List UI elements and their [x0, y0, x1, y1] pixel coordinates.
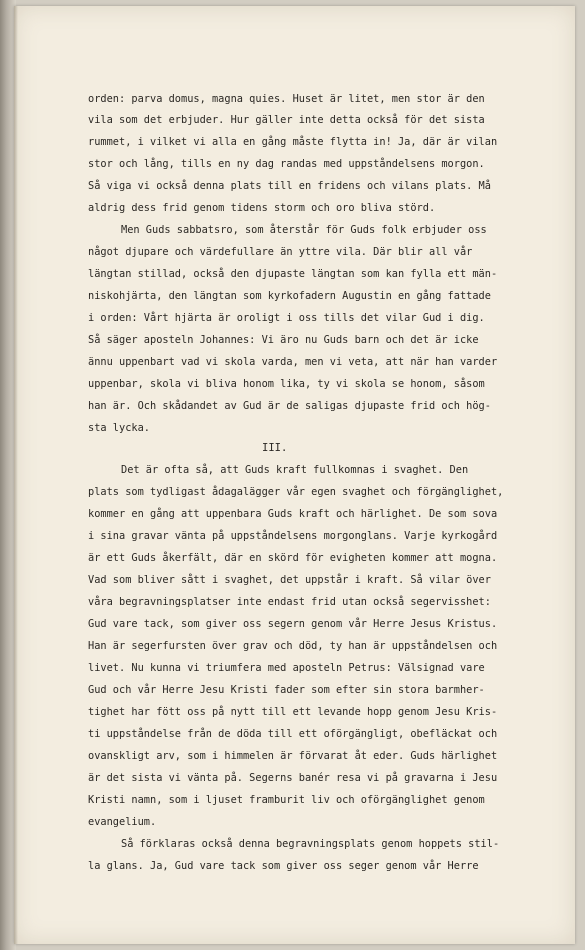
text-line: längtan stillad, också den djupaste längtan som kan fylla ett män-	[88, 268, 498, 280]
text-line: tighet har fött oss på nytt till ett levande hopp genom Jesu Kris-	[88, 706, 498, 718]
text-line: något djupare och värdefullare än yttre vila. Där blir all vår	[88, 246, 473, 258]
text-line: rummet, i vilket vi alla en gång måste flytta in! Ja, där är vilan	[88, 136, 498, 148]
text-line: våra begravningsplatser inte endast frid utan också segervisshet:	[88, 596, 491, 608]
text-line: Gud vare tack, som giver oss segern genom vår Herre Jesus Kristus.	[88, 618, 498, 630]
text-line: uppenbar, skola vi bliva honom lika, ty vi skola se honom, såsom	[88, 378, 485, 390]
text-line: stor och lång, tills en ny dag randas med uppståndelsens morgon.	[88, 158, 485, 170]
text-line: Vad som bliver sått i svaghet, det uppstår i kraft. Så vilar över	[88, 574, 491, 586]
text-line: sta lycka.	[88, 422, 150, 434]
text-line: Så viga vi också denna plats till en fridens och vilans plats. Må	[88, 180, 491, 192]
text-line: Gud och vår Herre Jesu Kristi fader som efter sin stora barmher-	[88, 684, 485, 696]
text-line: i sina gravar vänta på uppståndelsens morgonglans. Varje kyrkogård	[88, 530, 498, 542]
text-line: Så förklaras också denna begravningsplats genom hoppets stil-	[121, 838, 500, 850]
text-line: Så säger aposteln Johannes: Vi äro nu Guds barn och det är icke	[88, 334, 479, 346]
text-line: i orden: Vårt hjärta är oroligt i oss tills det vilar Gud i dig.	[88, 312, 485, 324]
text-line: han är. Och skådandet av Gud är de saligas djupaste frid och hög-	[88, 400, 491, 412]
text-line: är ett Guds åkerfält, där en skörd för evigheten kommer att mogna.	[88, 552, 498, 564]
text-line: plats som tydligast ådagalägger vår egen svaghet och förgänglighet,	[88, 486, 504, 498]
text-line: vila som det erbjuder. Hur gäller inte detta också för det sista	[88, 114, 485, 126]
text-line: Kristi namn, som i ljuset framburit liv och oförgänglighet genom	[88, 794, 485, 806]
document-page	[14, 6, 575, 944]
text-line: är det sista vi vänta på. Segerns banér resa vi på gravarna i Jesu	[88, 772, 498, 784]
text-line: ovanskligt arv, som i himmelen är förvarat åt eder. Guds härlighet	[88, 750, 498, 762]
text-line: livet. Nu kunna vi triumfera med aposteln Petrus: Välsignad vare	[88, 662, 485, 674]
section-heading: III.	[262, 442, 288, 454]
text-line: ännu uppenbart vad vi skola varda, men vi veta, att när han varder	[88, 356, 498, 368]
text-line: kommer en gång att uppenbara Guds kraft och härlighet. De som sova	[88, 508, 498, 520]
text-line: orden: parva domus, magna quies. Huset är litet, men stor är den	[88, 93, 485, 105]
text-line: la glans. Ja, Gud vare tack som giver oss seger genom vår Herre	[88, 860, 479, 872]
text-line: niskohjärta, den längtan som kyrkofadern Augustin en gång fattade	[88, 290, 491, 302]
text-line: Men Guds sabbatsro, som återstår för Guds folk erbjuder oss	[121, 224, 487, 236]
text-line: evangelium.	[88, 816, 157, 828]
text-line: Det är ofta så, att Guds kraft fullkomnas i svaghet. Den	[121, 464, 469, 476]
text-line: aldrig dess frid genom tidens storm och oro bliva störd.	[88, 202, 436, 214]
text-line: Han är segerfursten över grav och död, ty han är uppståndelsen och	[88, 640, 498, 652]
text-line: ti uppståndelse från de döda till ett oförgängligt, obefläckat och	[88, 728, 498, 740]
